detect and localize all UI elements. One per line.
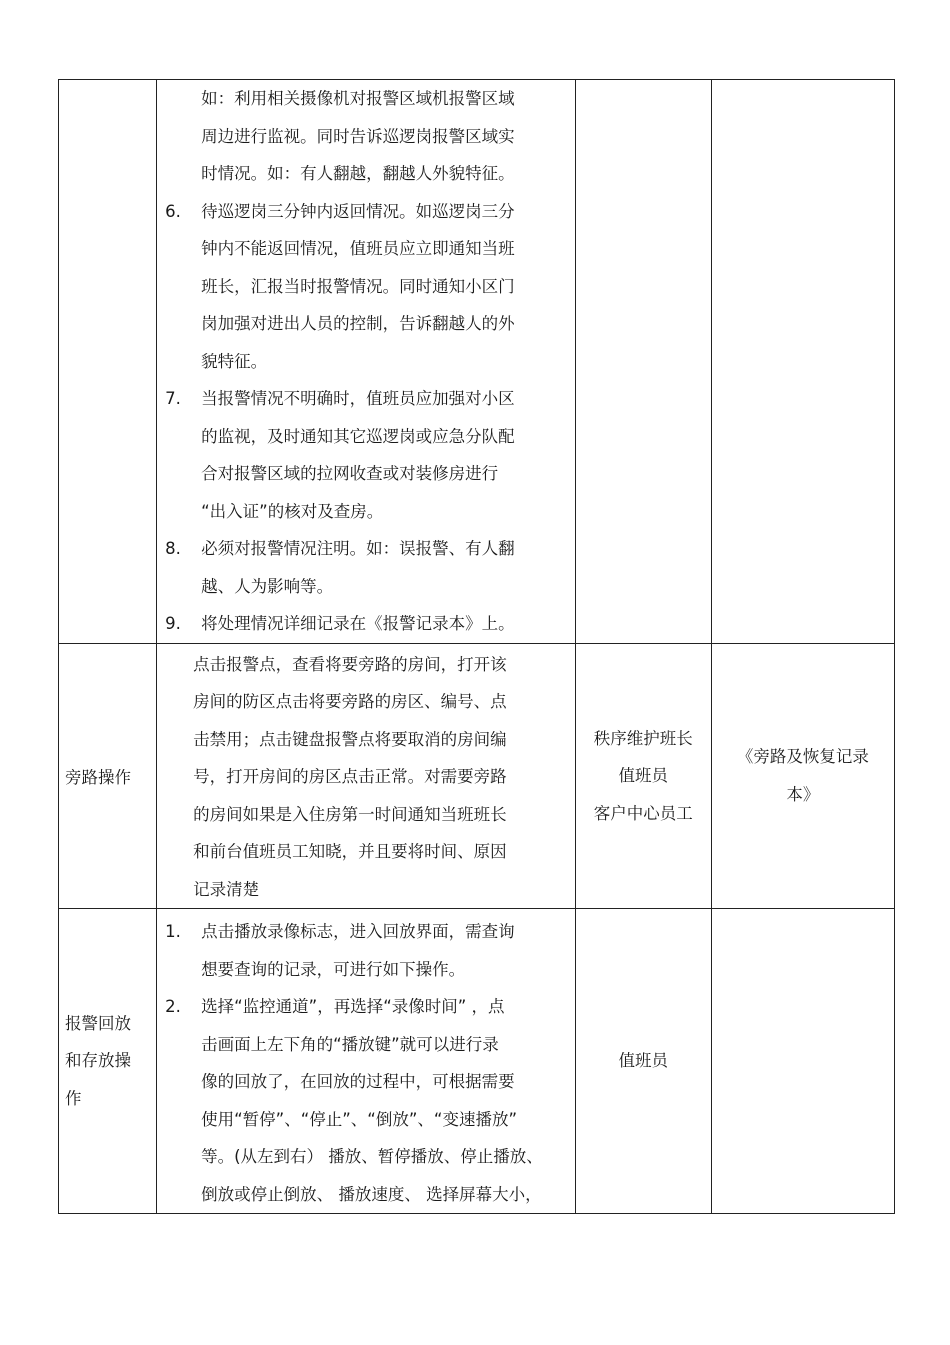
cell-steps <box>157 643 576 909</box>
step-line: 2. 选择“监控通道”，再选择“录像时间” ，点 <box>165 997 505 1016</box>
step-line: 合对报警区域的拉网收查或对装修房进行 <box>201 464 499 483</box>
step-line: 等。(从左到右） 播放、暂停播放、停止播放、 <box>201 1147 543 1166</box>
item-title: 和存放操 <box>65 1051 131 1071</box>
step-line: 8. 必须对报警情况注明。如：误报警、有人翻 <box>165 539 515 558</box>
step-line: 时情况。如：有人翻越，翻越人外貌特征。 <box>201 164 515 183</box>
procedure-table <box>58 79 895 1214</box>
step-line: 击禁用；点击键盘报警点将要取消的房间编 <box>193 729 507 749</box>
cell-item-title <box>59 909 157 1214</box>
step-line: 班长，汇报当时报警情况。同时通知小区门 <box>201 276 515 296</box>
item-title: 旁路操作 <box>65 767 131 787</box>
cell-steps <box>157 80 576 644</box>
step-line: 越、人为影响等。 <box>201 576 334 596</box>
item-title: 作 <box>65 1088 82 1108</box>
role-text: 值班员 <box>618 766 668 785</box>
step-line: 想要查询的记录，可进行如下操作。 <box>201 959 466 979</box>
step-line: 貌特征。 <box>201 351 268 371</box>
cell-responsible <box>575 643 711 909</box>
table-row-alarm-handling <box>59 80 895 644</box>
step-line: 的房间如果是入住房第一时间通知当班班长 <box>193 804 507 824</box>
table-row-playback <box>59 909 895 1214</box>
role-text: 客户中心员工 <box>593 803 693 823</box>
step-line: 房间的防区点击将要旁路的房区、编号、点 <box>193 692 507 711</box>
record-text: 本》 <box>786 784 820 804</box>
step-line: 1. 点击播放录像标志，进入回放界面，需查询 <box>165 922 515 941</box>
table-row-bypass <box>59 643 895 909</box>
step-line: 击画面上左下角的“播放键”就可以进行录 <box>201 1034 499 1054</box>
step-line: 9. 将处理情况详细记录在《报警记录本》上。 <box>165 614 515 633</box>
step-line: 钟内不能返回情况，值班员应立即通知当班 <box>201 239 515 258</box>
cell-empty <box>59 80 157 644</box>
record-text: 《旁路及恢复记录 <box>736 747 869 767</box>
cell-empty <box>575 80 711 644</box>
cell-empty <box>711 909 894 1214</box>
cell-item-title <box>59 643 157 909</box>
step-line: 周边进行监视。同时告诉巡逻岗报警区域实 <box>201 126 515 146</box>
step-line: 倒放或停止倒放、 播放速度、 选择屏幕大小， <box>201 1184 542 1204</box>
cell-responsible <box>575 909 711 1214</box>
step-line: 6. 待巡逻岗三分钟内返回情况。如巡逻岗三分 <box>165 201 515 221</box>
step-line: 号，打开房间的房区点击正常。对需要旁路 <box>193 767 507 786</box>
role-text: 值班员 <box>618 1051 668 1071</box>
step-line: 岗加强对进出人员的控制，告诉翻越人的外 <box>201 314 515 333</box>
step-line: 使用“暂停”、“停止”、“倒放”、“变速播放” <box>201 1109 517 1129</box>
step-line: 7. 当报警情况不明确时，值班员应加强对小区 <box>165 389 515 408</box>
step-line: 记录清楚 <box>193 879 260 899</box>
item-title: 报警回放 <box>65 1013 131 1033</box>
step-line: 的监视，及时通知其它巡逻岗或应急分队配 <box>201 426 515 446</box>
cell-record <box>711 643 894 909</box>
cell-empty <box>711 80 894 644</box>
step-line: 和前台值班员工知晓，并且要将时间、原因 <box>193 842 507 861</box>
step-line: 如：利用相关摄像机对报警区域机报警区域 <box>201 89 515 108</box>
step-line: 像的回放了，在回放的过程中，可根据需要 <box>201 1072 515 1091</box>
cell-steps <box>157 909 576 1214</box>
step-line: “出入证”的核对及查房。 <box>201 501 384 521</box>
role-text: 秩序维护班长 <box>593 728 693 748</box>
step-line: 点击报警点，查看将要旁路的房间，打开该 <box>193 654 507 674</box>
